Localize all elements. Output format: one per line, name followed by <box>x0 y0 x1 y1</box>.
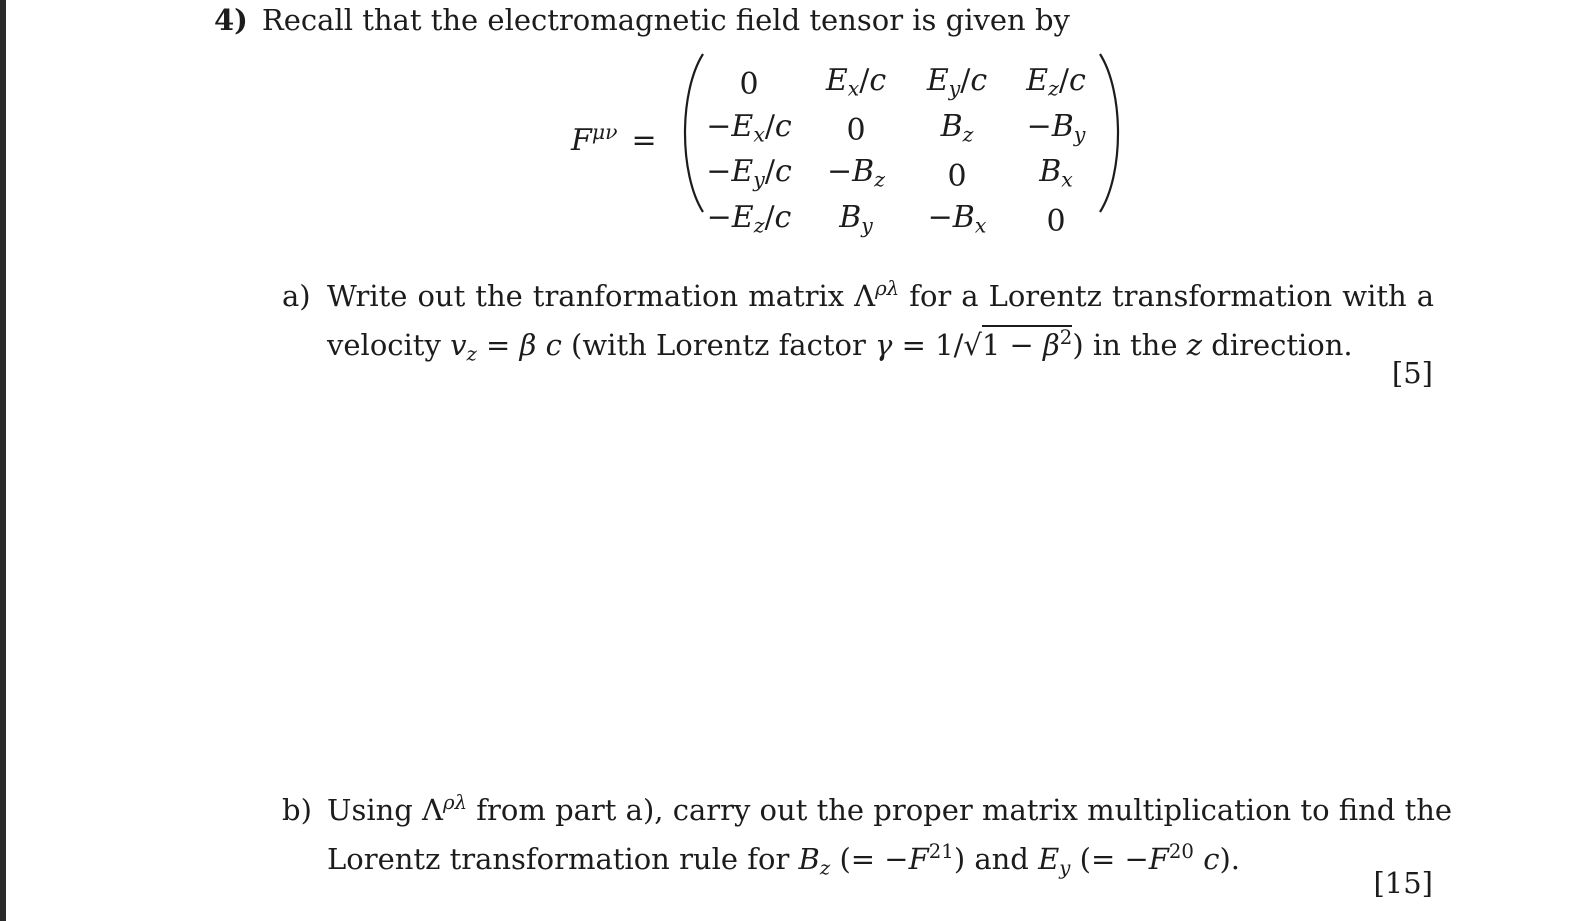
matrix-cell: $-B_y$ <box>1026 108 1086 147</box>
part-b-label: b) <box>282 792 312 827</box>
matrix-row <box>693 199 1105 245</box>
matrix-cell: $E_y/c$ <box>926 63 988 101</box>
equals-sign: = <box>631 123 657 159</box>
question-number: 4) <box>214 3 248 37</box>
tensor-lhs <box>571 120 657 158</box>
window-edge <box>0 0 6 921</box>
matrix-cell: $B_y$ <box>839 200 873 238</box>
matrix-cell: 0 <box>1046 204 1066 240</box>
part-b-line2: Lorentz transformation rule for $B_z$ (= $-F^{21}$) and $E_y$ (= $-F^{20}$ c). <box>327 839 1240 880</box>
matrix-cell: 0 <box>947 158 967 194</box>
part-a-line1: a) Write out the tranformation matrix $\Lambda^{\rho\lambda}$ for a Lorentz transformation with a <box>282 268 1434 317</box>
tensor-indices: μν <box>591 120 618 144</box>
matrix-cell: $B_x$ <box>1039 154 1073 193</box>
part-a-marks: [5] <box>1391 356 1433 390</box>
matrix-cell: $-E_y/c$ <box>706 154 792 193</box>
part-a-line2: velocity $v_z = \beta$ c (with Lorentz factor $\gamma = 1/√1 - \beta^2$) in the z direction. <box>327 325 1353 366</box>
tensor-symbol: F <box>571 123 592 159</box>
question-intro: Recall that the electromagnetic field tensor is given by <box>261 3 1070 37</box>
matrix-cell: 0 <box>846 113 866 149</box>
matrix-cell: $B_z$ <box>940 108 974 147</box>
matrix-cell: $E_z/c$ <box>1026 63 1086 101</box>
part-b-marks: [15] <box>1373 866 1433 900</box>
question-heading <box>214 0 1070 40</box>
matrix-cell: 0 <box>739 67 759 103</box>
matrix-row <box>693 108 1105 154</box>
part-b-line1: b) Using $\Lambda^{\rho\lambda}$ from part a), carry out the proper matrix multiplication to find the <box>282 782 1434 831</box>
matrix-row <box>693 153 1105 199</box>
matrix-row <box>693 62 1105 108</box>
matrix-cell: $-E_z/c$ <box>706 200 792 238</box>
matrix-cell: $E_x/c$ <box>825 63 887 101</box>
part-b <box>282 782 1453 889</box>
field-tensor-matrix <box>693 62 1105 245</box>
matrix-cell: $-B_z$ <box>827 154 885 193</box>
part-a <box>282 268 1434 375</box>
matrix-cell: $-B_x$ <box>927 200 987 238</box>
matrix-cell: $-E_x/c$ <box>706 108 792 147</box>
part-a-label: a) <box>282 278 311 313</box>
